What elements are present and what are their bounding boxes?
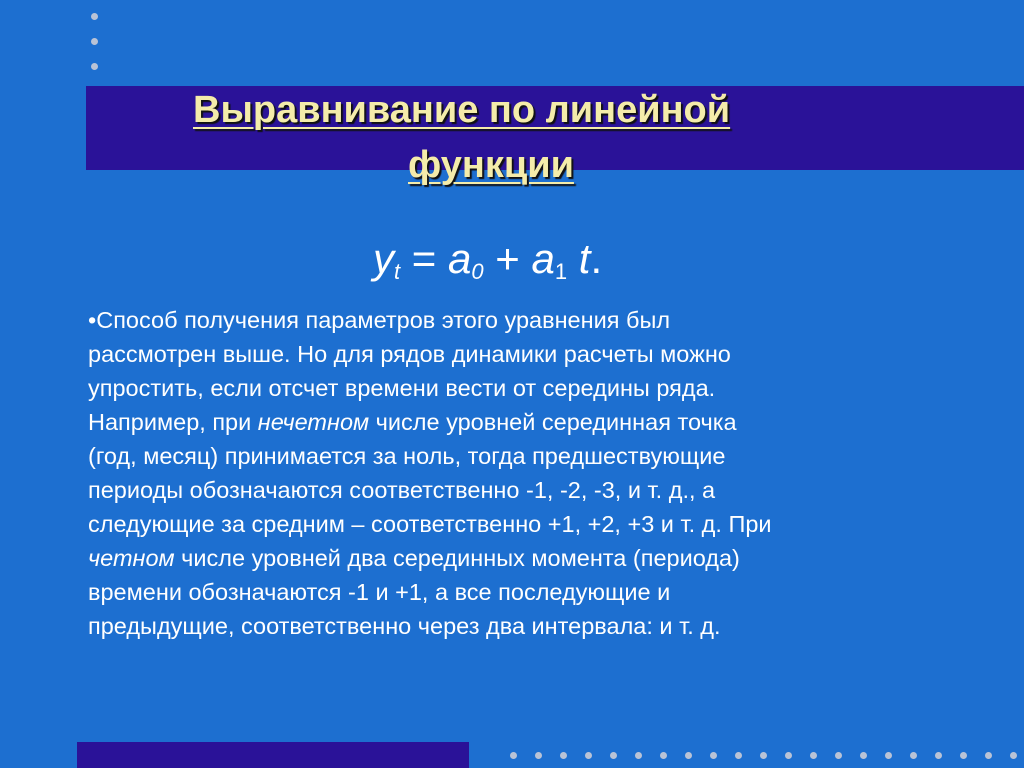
decor-dot <box>91 63 98 70</box>
formula-plus: + <box>483 235 532 282</box>
emphasis-odd: нечетном <box>257 409 370 435</box>
formula-y-subscript: t <box>394 259 401 284</box>
decor-dot <box>660 752 667 759</box>
decor-dot <box>835 752 842 759</box>
emphasis-even: четном <box>88 545 175 571</box>
body-line: упростить, если отсчет времени вести от середины ряда. <box>88 375 716 401</box>
decor-dot <box>935 752 942 759</box>
body-line: (год, месяц) принимается за ноль, тогда предшествующие <box>88 443 726 469</box>
formula-equals: = <box>400 235 448 282</box>
decor-dot <box>785 752 792 759</box>
body-line: периоды обозначаются соответственно -1, -2, -3, и т. д., а <box>88 477 716 503</box>
body-line: рассмотрен выше. Но для рядов динамики расчеты можно <box>88 341 731 367</box>
decor-dot <box>91 13 98 20</box>
decor-dot <box>585 752 592 759</box>
formula-space <box>567 235 579 282</box>
slide-title-line-2: функции <box>408 144 574 186</box>
decor-dot <box>610 752 617 759</box>
decor-dot <box>685 752 692 759</box>
decor-dot <box>1010 752 1017 759</box>
body-line: следующие за средним – соответственно +1, +2, +3 и т. д. При <box>88 511 772 537</box>
decor-dot <box>510 752 517 759</box>
decor-dot <box>810 752 817 759</box>
decor-dot <box>985 752 992 759</box>
body-line <box>88 541 918 575</box>
decor-dot <box>735 752 742 759</box>
bottom-band <box>77 742 469 768</box>
formula-y: y <box>373 235 394 282</box>
body-text-segment: Например, при <box>88 409 258 435</box>
body-line: •Способ получения параметров этого уравнения был <box>88 307 671 333</box>
body-line: предыдущие, соответственно через два интервала: и т. д. <box>88 613 721 639</box>
decor-dot <box>860 752 867 759</box>
body-paragraph <box>88 303 918 643</box>
decor-dot <box>710 752 717 759</box>
decor-dot <box>760 752 767 759</box>
decor-dot <box>91 38 98 45</box>
decor-dot <box>885 752 892 759</box>
body-text-segment: числе уровней два серединных момента (периода) <box>174 545 740 571</box>
formula-a0: a <box>448 235 472 282</box>
slide-title-line-1: Выравнивание по линейной <box>193 89 731 131</box>
formula-t: t <box>578 235 591 282</box>
body-text-segment: числе уровней серединная точка <box>369 409 737 435</box>
decor-dot <box>910 752 917 759</box>
linear-trend-formula <box>373 235 603 284</box>
formula-a1: a <box>531 235 555 282</box>
decor-dot <box>560 752 567 759</box>
formula-period: . <box>590 235 603 282</box>
body-line <box>88 405 918 439</box>
formula-a0-subscript: 0 <box>471 259 484 284</box>
decor-dot <box>535 752 542 759</box>
body-line: времени обозначаются -1 и +1, а все последующие и <box>88 579 671 605</box>
formula-a1-subscript: 1 <box>554 259 568 284</box>
decor-dot <box>635 752 642 759</box>
decor-dot <box>960 752 967 759</box>
